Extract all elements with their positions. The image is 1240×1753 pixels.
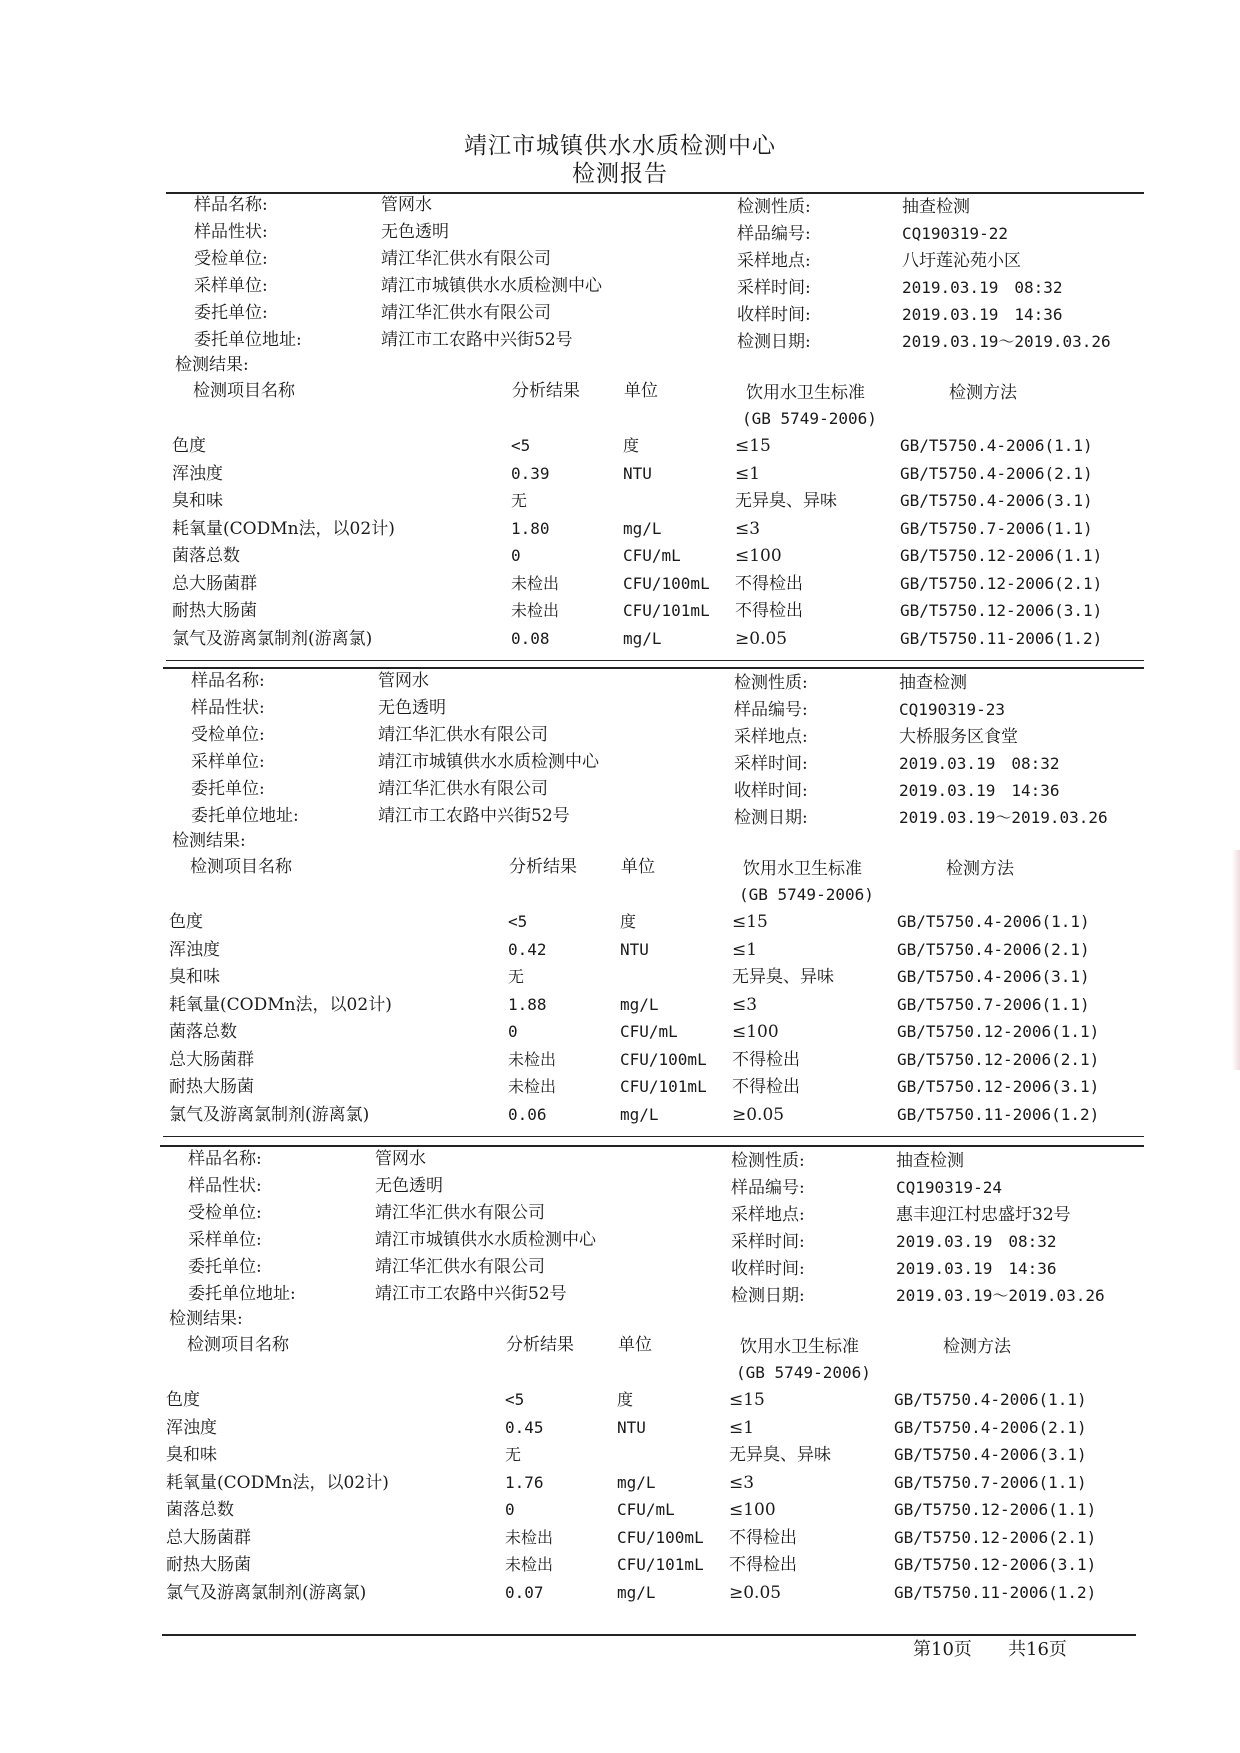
info-label-sample-number: 样品编号: <box>737 224 811 244</box>
result-cell-result: <5 <box>505 1390 525 1409</box>
col-header-unit: 单位 <box>618 1335 652 1355</box>
info-value-inspected-unit: 靖江华汇供水有限公司 <box>381 249 551 269</box>
result-cell-unit: CFU/mL <box>620 1022 678 1041</box>
info-value-sampling-time: 2019.03.19 08:32 <box>896 1232 1057 1251</box>
result-cell-method: GB/T5750.4-2006(3.1) <box>894 1445 1087 1464</box>
info-value-entrusting-address: 靖江市工农路中兴街52号 <box>378 806 570 826</box>
info-value-entrusting-unit: 靖江华汇供水有限公司 <box>381 303 551 323</box>
info-label-test-date: 检测日期: <box>731 1286 805 1306</box>
result-cell-method: GB/T5750.4-2006(3.1) <box>900 491 1093 510</box>
info-value-inspected-unit: 靖江华汇供水有限公司 <box>375 1203 545 1223</box>
result-cell-method: GB/T5750.4-2006(3.1) <box>897 967 1090 986</box>
result-cell-item: 总大肠菌群 <box>172 573 257 594</box>
result-cell-result: 0.06 <box>508 1104 547 1124</box>
result-cell-unit: CFU/100mL <box>620 1049 707 1069</box>
results-heading: 检测结果: <box>169 1309 243 1329</box>
info-value-receiving-time: 2019.03.19 14:36 <box>896 1259 1057 1278</box>
result-cell-unit: mg/L <box>623 628 662 648</box>
result-cell-item: 色度 <box>169 912 203 932</box>
result-cell-result: 1.80 <box>511 518 550 538</box>
info-value-entrusting-unit: 靖江华汇供水有限公司 <box>375 1257 545 1277</box>
info-value-sample-number: CQ190319-24 <box>896 1178 1002 1197</box>
result-cell-method: GB/T5750.7-2006(1.1) <box>894 1472 1087 1492</box>
result-cell-method: GB/T5750.4-2006(1.1) <box>900 436 1093 455</box>
info-label-sampling-unit: 采样单位: <box>194 276 268 296</box>
result-cell-standard: ≤3 <box>732 994 758 1015</box>
info-label-receiving-time: 收样时间: <box>734 781 808 801</box>
result-cell-unit: mg/L <box>620 994 659 1014</box>
section-rule <box>160 1145 1144 1147</box>
result-cell-item: 色度 <box>166 1390 200 1410</box>
result-cell-standard: 不得检出 <box>729 1555 797 1575</box>
result-cell-result: 1.88 <box>508 994 547 1014</box>
info-label-test-nature: 检测性质: <box>737 197 811 217</box>
col-header-standard: 饮用水卫生标准 <box>746 383 865 403</box>
result-cell-method: GB/T5750.11-2006(1.2) <box>900 628 1103 648</box>
info-value-sampling-unit: 靖江市城镇供水水质检测中心 <box>378 752 599 772</box>
result-cell-method: GB/T5750.4-2006(2.1) <box>894 1417 1087 1437</box>
result-cell-method: GB/T5750.4-2006(2.1) <box>900 463 1093 483</box>
info-label-entrusting-address: 委托单位地址: <box>188 1284 296 1304</box>
result-cell-method: GB/T5750.12-2006(1.1) <box>897 1022 1100 1041</box>
result-cell-method: GB/T5750.12-2006(2.1) <box>894 1527 1097 1547</box>
result-cell-unit: CFU/101mL <box>623 601 710 620</box>
info-label-sampling-location: 采样地点: <box>734 727 808 747</box>
result-cell-item: 菌落总数 <box>172 546 240 566</box>
col-header-method: 检测方法 <box>946 859 1014 879</box>
info-label-sample-name: 样品名称: <box>188 1149 262 1169</box>
info-label-sample-name: 样品名称: <box>191 671 265 691</box>
result-cell-result: <5 <box>508 912 528 931</box>
result-cell-item: 浑浊度 <box>169 939 220 960</box>
result-cell-method: GB/T5750.12-2006(3.1) <box>900 601 1103 620</box>
result-cell-standard: ≤15 <box>732 912 768 932</box>
result-cell-result: 无 <box>511 491 528 510</box>
info-label-sample-appearance: 样品性状: <box>188 1176 262 1196</box>
result-cell-standard: 不得检出 <box>735 573 803 594</box>
info-label-sample-number: 样品编号: <box>731 1178 805 1198</box>
result-cell-result: 未检出 <box>505 1527 554 1547</box>
result-cell-standard: 不得检出 <box>735 601 803 621</box>
result-cell-result: 无 <box>508 967 525 986</box>
col-header-method: 检测方法 <box>949 383 1017 403</box>
page-number: 第10页 <box>913 1639 972 1660</box>
info-value-sampling-location: 惠丰迎江村忠盛圩32号 <box>896 1205 1071 1225</box>
result-cell-standard: ≥0.05 <box>732 1104 785 1125</box>
bottom-rule <box>162 1634 1136 1636</box>
result-cell-unit: CFU/101mL <box>617 1555 704 1574</box>
result-cell-standard: ≤3 <box>729 1472 755 1493</box>
info-value-sampling-unit: 靖江市城镇供水水质检测中心 <box>381 276 602 296</box>
result-cell-unit: mg/L <box>620 1104 659 1124</box>
info-value-sample-appearance: 无色透明 <box>381 222 449 242</box>
info-label-entrusting-unit: 委托单位: <box>188 1257 262 1277</box>
result-cell-method: GB/T5750.11-2006(1.2) <box>897 1104 1100 1124</box>
info-label-entrusting-address: 委托单位地址: <box>194 330 302 350</box>
info-value-sample-appearance: 无色透明 <box>375 1176 443 1196</box>
result-cell-item: 耐热大肠菌 <box>166 1555 251 1575</box>
result-cell-item: 耗氧量(CODMn法，以02计) <box>166 1472 389 1493</box>
result-cell-item: 臭和味 <box>166 1445 217 1465</box>
result-cell-unit: 度 <box>617 1390 634 1409</box>
result-cell-item: 氯气及游离氯制剂(游离氯) <box>169 1104 370 1125</box>
result-cell-unit: CFU/100mL <box>617 1527 704 1547</box>
report-org-title: 靖江市城镇供水水质检测中心 <box>464 133 776 159</box>
col-header-standard-code: (GB 5749-2006) <box>739 885 874 904</box>
result-cell-result: 无 <box>505 1445 522 1464</box>
result-cell-item: 耐热大肠菌 <box>169 1077 254 1097</box>
result-cell-standard: ≥0.05 <box>735 628 788 649</box>
result-cell-standard: 无异臭、异味 <box>732 967 834 987</box>
result-cell-unit: mg/L <box>623 518 662 538</box>
result-cell-result: 0.39 <box>511 463 550 483</box>
result-cell-method: GB/T5750.12-2006(2.1) <box>900 573 1103 593</box>
result-cell-result: 0.08 <box>511 628 550 648</box>
info-label-test-nature: 检测性质: <box>731 1151 805 1171</box>
result-cell-standard: 不得检出 <box>732 1077 800 1097</box>
info-value-inspected-unit: 靖江华汇供水有限公司 <box>378 725 548 745</box>
info-value-sampling-unit: 靖江市城镇供水水质检测中心 <box>375 1230 596 1250</box>
result-cell-result: 未检出 <box>505 1555 554 1574</box>
info-value-sampling-location: 八圩莲沁苑小区 <box>902 251 1021 271</box>
result-cell-result: 0 <box>505 1500 515 1519</box>
result-cell-result: <5 <box>511 436 531 455</box>
result-cell-method: GB/T5750.4-2006(2.1) <box>897 939 1090 959</box>
result-cell-standard: 不得检出 <box>732 1049 800 1070</box>
info-label-sampling-location: 采样地点: <box>737 251 811 271</box>
result-cell-item: 臭和味 <box>172 491 223 511</box>
result-cell-item: 浑浊度 <box>166 1417 217 1438</box>
info-value-sampling-time: 2019.03.19 08:32 <box>902 278 1063 297</box>
result-cell-unit: NTU <box>617 1417 646 1437</box>
result-cell-standard: 无异臭、异味 <box>735 491 837 511</box>
result-cell-unit: mg/L <box>617 1472 656 1492</box>
col-header-method: 检测方法 <box>943 1337 1011 1357</box>
info-value-test-nature: 抽查检测 <box>896 1151 964 1171</box>
result-cell-standard: ≤15 <box>729 1390 765 1410</box>
result-cell-result: 0.42 <box>508 939 547 959</box>
result-cell-method: GB/T5750.12-2006(2.1) <box>897 1049 1100 1069</box>
result-cell-result: 0 <box>508 1022 518 1041</box>
result-cell-method: GB/T5750.11-2006(1.2) <box>894 1582 1097 1602</box>
result-cell-result: 未检出 <box>508 1077 557 1096</box>
info-label-sample-appearance: 样品性状: <box>191 698 265 718</box>
result-cell-result: 未检出 <box>511 601 560 620</box>
result-cell-standard: ≤1 <box>735 463 761 484</box>
info-value-test-nature: 抽查检测 <box>899 673 967 693</box>
result-cell-standard: ≤100 <box>729 1500 776 1520</box>
result-cell-result: 0 <box>511 546 521 565</box>
result-cell-unit: NTU <box>623 463 652 483</box>
results-heading: 检测结果: <box>175 355 249 375</box>
info-value-sampling-location: 大桥服务区食堂 <box>899 727 1018 747</box>
info-label-sampling-unit: 采样单位: <box>188 1230 262 1250</box>
result-cell-standard: ≤3 <box>735 518 761 539</box>
info-label-sampling-time: 采样时间: <box>731 1232 805 1252</box>
col-header-unit: 单位 <box>624 381 658 401</box>
result-cell-standard: 无异臭、异味 <box>729 1445 831 1465</box>
col-header-result: 分析结果 <box>512 381 580 401</box>
result-cell-item: 氯气及游离氯制剂(游离氯) <box>172 628 373 649</box>
result-cell-unit: mg/L <box>617 1582 656 1602</box>
info-label-test-date: 检测日期: <box>734 808 808 828</box>
result-cell-result: 0.07 <box>505 1582 544 1602</box>
results-heading: 检测结果: <box>172 831 246 851</box>
result-cell-method: GB/T5750.12-2006(1.1) <box>900 546 1103 565</box>
result-cell-result: 0.45 <box>505 1417 544 1437</box>
result-cell-method: GB/T5750.12-2006(3.1) <box>894 1555 1097 1574</box>
section-rule <box>163 667 1144 669</box>
paper-edge-stain <box>1232 850 1240 1070</box>
section-rule <box>166 192 1144 194</box>
result-cell-item: 臭和味 <box>169 967 220 987</box>
result-cell-result: 未检出 <box>508 1049 557 1069</box>
result-cell-unit: NTU <box>620 939 649 959</box>
info-value-receiving-time: 2019.03.19 14:36 <box>902 305 1063 324</box>
info-value-sample-number: CQ190319-22 <box>902 224 1008 243</box>
result-cell-item: 耗氧量(CODMn法，以02计) <box>172 518 395 539</box>
info-label-sampling-location: 采样地点: <box>731 1205 805 1225</box>
info-label-test-date: 检测日期: <box>737 332 811 352</box>
col-header-item: 检测项目名称 <box>190 857 292 877</box>
result-cell-standard: ≤100 <box>732 1022 779 1042</box>
result-cell-standard: ≤1 <box>729 1417 755 1438</box>
info-value-sample-number: CQ190319-23 <box>899 700 1005 719</box>
page-total: 共16页 <box>1008 1639 1067 1660</box>
info-value-sampling-time: 2019.03.19 08:32 <box>899 754 1060 773</box>
result-cell-item: 浑浊度 <box>172 463 223 484</box>
report-title: 检测报告 <box>572 161 668 187</box>
col-header-item: 检测项目名称 <box>193 381 295 401</box>
info-label-sampling-unit: 采样单位: <box>191 752 265 772</box>
result-cell-unit: CFU/mL <box>617 1500 675 1519</box>
section-end-rule <box>166 660 1144 661</box>
result-cell-item: 氯气及游离氯制剂(游离氯) <box>166 1582 367 1603</box>
result-cell-item: 菌落总数 <box>166 1500 234 1520</box>
info-label-sample-number: 样品编号: <box>734 700 808 720</box>
info-label-inspected-unit: 受检单位: <box>188 1203 262 1223</box>
info-label-entrusting-unit: 委托单位: <box>191 779 265 799</box>
result-cell-standard: ≤15 <box>735 436 771 456</box>
result-cell-unit: 度 <box>620 912 637 931</box>
info-value-test-date: 2019.03.19～2019.03.26 <box>896 1286 1105 1305</box>
info-value-entrusting-address: 靖江市工农路中兴街52号 <box>375 1284 567 1304</box>
result-cell-standard: ≤100 <box>735 546 782 566</box>
col-header-result: 分析结果 <box>509 857 577 877</box>
result-cell-standard: 不得检出 <box>729 1527 797 1548</box>
info-value-test-date: 2019.03.19～2019.03.26 <box>902 332 1111 351</box>
info-label-sample-appearance: 样品性状: <box>194 222 268 242</box>
info-value-sample-name: 管网水 <box>378 671 429 691</box>
result-cell-result: 1.76 <box>505 1472 544 1492</box>
col-header-result: 分析结果 <box>506 1335 574 1355</box>
result-cell-unit: CFU/100mL <box>623 573 710 593</box>
info-value-test-date: 2019.03.19～2019.03.26 <box>899 808 1108 827</box>
info-label-sample-name: 样品名称: <box>194 195 268 215</box>
result-cell-method: GB/T5750.4-2006(1.1) <box>897 912 1090 931</box>
info-label-entrusting-address: 委托单位地址: <box>191 806 299 826</box>
info-label-receiving-time: 收样时间: <box>737 305 811 325</box>
col-header-item: 检测项目名称 <box>187 1335 289 1355</box>
info-label-test-nature: 检测性质: <box>734 673 808 693</box>
info-value-sample-appearance: 无色透明 <box>378 698 446 718</box>
info-value-receiving-time: 2019.03.19 14:36 <box>899 781 1060 800</box>
col-header-unit: 单位 <box>621 857 655 877</box>
result-cell-method: GB/T5750.7-2006(1.1) <box>900 518 1093 538</box>
result-cell-standard: ≤1 <box>732 939 758 960</box>
result-cell-unit: CFU/mL <box>623 546 681 565</box>
col-header-standard: 饮用水卫生标准 <box>740 1337 859 1357</box>
info-value-sample-name: 管网水 <box>381 195 432 215</box>
result-cell-item: 总大肠菌群 <box>169 1049 254 1070</box>
result-cell-standard: ≥0.05 <box>729 1582 782 1603</box>
info-value-sample-name: 管网水 <box>375 1149 426 1169</box>
col-header-standard: 饮用水卫生标准 <box>743 859 862 879</box>
info-value-entrusting-unit: 靖江华汇供水有限公司 <box>378 779 548 799</box>
info-value-test-nature: 抽查检测 <box>902 197 970 217</box>
result-cell-method: GB/T5750.7-2006(1.1) <box>897 994 1090 1014</box>
result-cell-method: GB/T5750.4-2006(1.1) <box>894 1390 1087 1409</box>
result-cell-item: 耗氧量(CODMn法，以02计) <box>169 994 392 1015</box>
info-label-entrusting-unit: 委托单位: <box>194 303 268 323</box>
result-cell-unit: CFU/101mL <box>620 1077 707 1096</box>
col-header-standard-code: (GB 5749-2006) <box>742 409 877 428</box>
result-cell-item: 耐热大肠菌 <box>172 601 257 621</box>
result-cell-unit: 度 <box>623 436 640 455</box>
info-label-inspected-unit: 受检单位: <box>194 249 268 269</box>
col-header-standard-code: (GB 5749-2006) <box>736 1363 871 1382</box>
result-cell-result: 未检出 <box>511 573 560 593</box>
info-label-sampling-time: 采样时间: <box>737 278 811 298</box>
result-cell-method: GB/T5750.12-2006(3.1) <box>897 1077 1100 1096</box>
result-cell-item: 总大肠菌群 <box>166 1527 251 1548</box>
result-cell-method: GB/T5750.12-2006(1.1) <box>894 1500 1097 1519</box>
info-label-inspected-unit: 受检单位: <box>191 725 265 745</box>
info-label-sampling-time: 采样时间: <box>734 754 808 774</box>
result-cell-item: 菌落总数 <box>169 1022 237 1042</box>
info-value-entrusting-address: 靖江市工农路中兴街52号 <box>381 330 573 350</box>
info-label-receiving-time: 收样时间: <box>731 1259 805 1279</box>
section-end-rule <box>163 1136 1144 1137</box>
result-cell-item: 色度 <box>172 436 206 456</box>
